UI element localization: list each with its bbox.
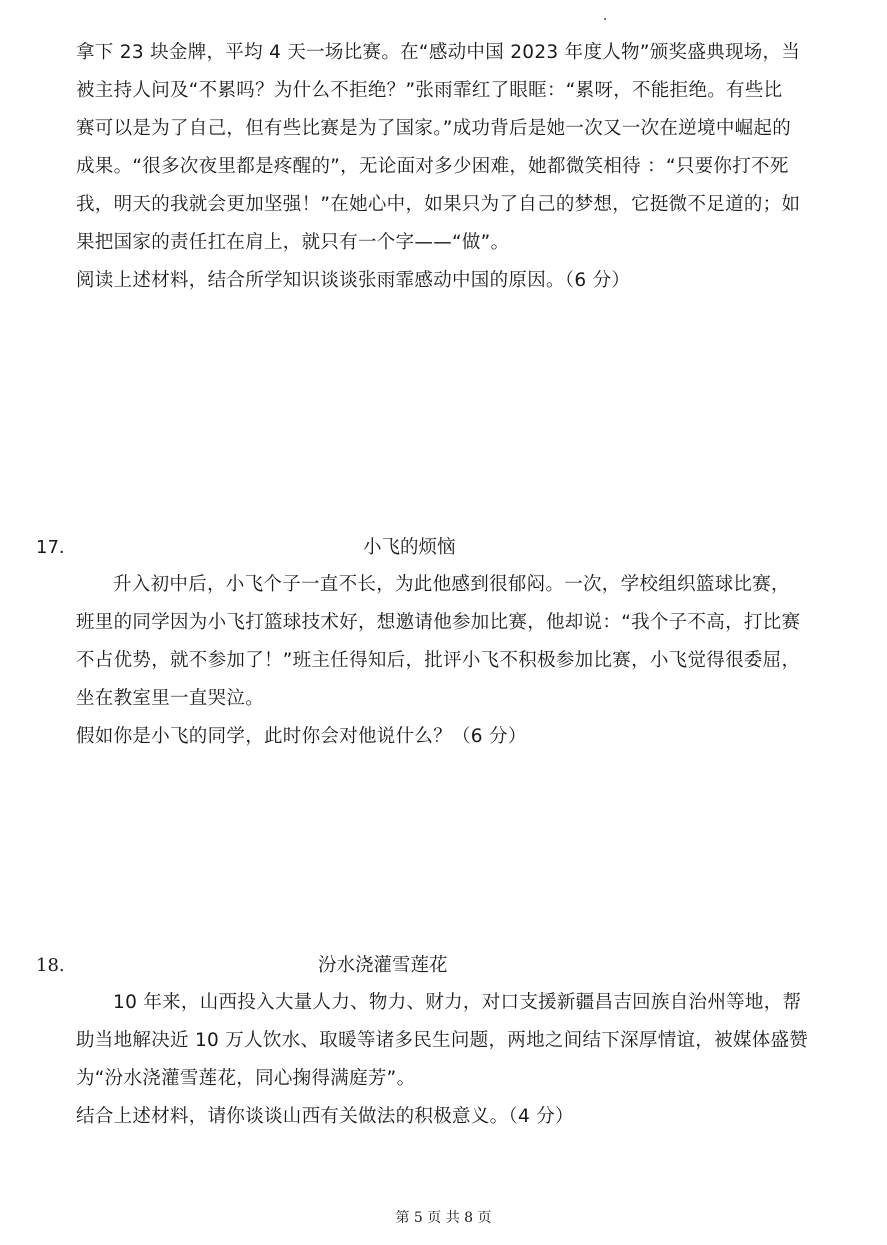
q16-line: 成果。“很多次夜里都是疼醒的”，无论面对多少困难，她都微笑相待 ：“只要你打不死 [76,156,789,177]
page-footer: 第 5 页 共 8 页 [395,1210,492,1226]
q18-title: 汾水浇灌雪莲花 [318,955,448,976]
q18-line: 助当地解决近 10 万人饮水、取暖等诸多民生问题，两地之间结下深厚情谊，被媒体盛赞 [76,1030,809,1051]
q16-question: 阅读上述材料，结合所学知识谈谈张雨霏感动中国的原因。（6 分） [76,270,631,291]
q17-line: 班里的同学因为小飞打篮球技术好，想邀请他参加比赛，他却说：“我个子不高，打比赛 [76,612,801,633]
q16-line: 我，明天的我就会更加坚强！”在她心中，如果只为了自己的梦想，它挺微不足道的；如 [76,194,801,215]
q18-number: 18. [36,955,65,976]
q16-line: 拿下 23 块金牌，平均 4 天一场比赛。在“感动中国 2023 年度人物”颁奖盛典现场，当 [76,42,801,63]
q17-line: 坐在教室里一直哭泣。 [76,688,265,709]
q18-line: 10 年来，山西投入大量人力、物力、财力，对口支援新疆昌吉回族自治州等地，帮 [113,992,802,1013]
q17-title: 小飞的烦恼 [363,537,456,558]
q18-question: 结合上述材料，请你谈谈山西有关做法的积极意义。（4 分） [76,1106,574,1127]
q17-question: 假如你是小飞的同学，此时你会对他说什么？（6 分） [76,726,527,747]
q17-number: 17. [36,537,65,558]
q16-line: 果把国家的责任扛在肩上，就只有一个字——“做”。 [76,232,510,253]
q17-line: 升入初中后，小飞个子一直不长，为此他感到很郁闷。一次，学校组织篮球比赛， [113,574,790,595]
q18-line: 为“汾水浇灌雪莲花，同心掬得满庭芳”。 [76,1068,416,1089]
q16-line: 赛可以是为了自己，但有些比赛是为了国家。”成功背后是她一次又一次在逆境中崛起的 [76,118,792,139]
q17-line: 不占优势，就不参加了！”班主任得知后，批评小飞不积极参加比赛，小飞觉得很委屈， [76,650,801,671]
scan-dot [604,18,606,20]
q16-line: 被主持人问及“不累吗？为什么不拒绝？”张雨霏红了眼眶：“累呀，不能拒绝。有些比 [76,80,783,101]
